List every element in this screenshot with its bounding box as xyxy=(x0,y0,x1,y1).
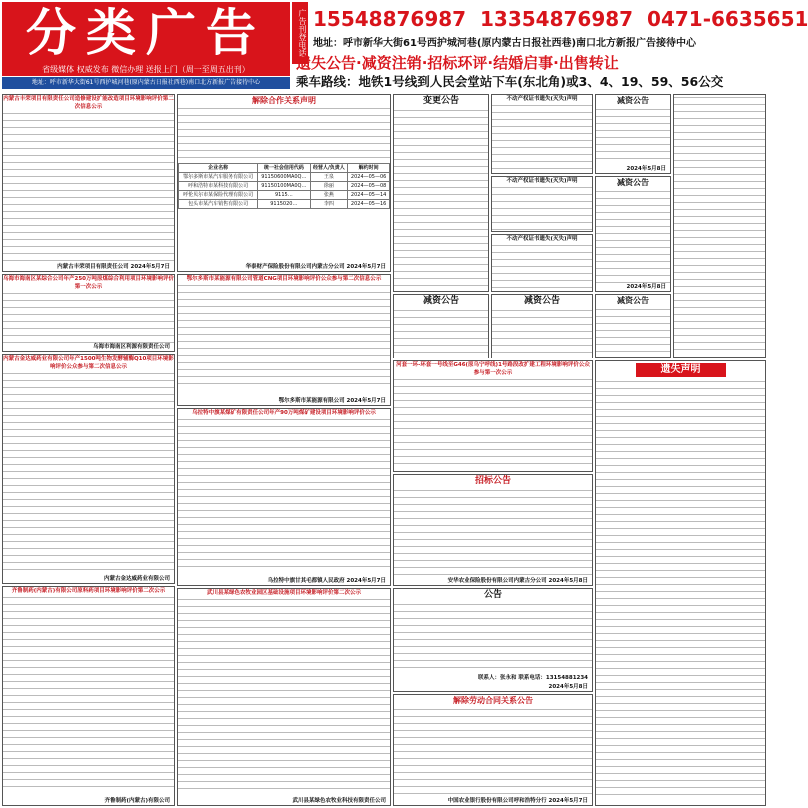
notice-block xyxy=(673,94,766,358)
notice-title: 不动产权证书遗失(灭失)声明 xyxy=(506,178,578,184)
phone-2: 13354876987 xyxy=(480,7,634,31)
termination-table xyxy=(178,163,390,209)
notice-body xyxy=(596,107,670,165)
notice-body xyxy=(3,595,174,789)
notice-block xyxy=(491,234,593,292)
notice-body xyxy=(3,291,174,345)
hotline-tag: 广告刊登电话 xyxy=(292,2,308,64)
notice-title: 招标公告 xyxy=(474,476,511,486)
notice-title: 内蒙古金达威药业有限公司年产1500吨生物发酵辅酶Q10项目环境影响评价公众参与第二次信息公示 xyxy=(3,356,174,370)
lost-notices-title: 遗失声明 xyxy=(636,363,726,377)
notice-signer: 齐鲁制药(内蒙古)有限公司 xyxy=(104,798,170,804)
phone-line xyxy=(313,4,808,34)
notice-block xyxy=(177,408,391,586)
masthead xyxy=(0,0,808,92)
notice-block xyxy=(595,176,671,292)
table-row: 呼和浩特市某科技有限公司 91150100MA0Q… 徐丽 2024—05—08 xyxy=(179,182,390,191)
notice-body xyxy=(394,602,592,670)
notice-signer: 武川县某绿色农牧业科技有限责任公司 xyxy=(292,798,386,804)
masthead-title: 分类广告 xyxy=(2,2,290,64)
notice-signer: 乌拉特中旗甘其毛都镇人民政府 2024年5月7日 xyxy=(267,578,386,584)
notice-block xyxy=(393,694,593,806)
notice-date: 2024年5月8日 xyxy=(626,166,666,172)
notice-body xyxy=(3,111,174,263)
notice-body xyxy=(178,597,390,789)
notice-body xyxy=(394,707,592,795)
notice-block xyxy=(2,354,175,584)
notice-body xyxy=(492,103,592,173)
notice-body xyxy=(3,371,174,575)
notice-title: 不动产权证书遗失(灭失)声明 xyxy=(506,236,578,242)
notice-body xyxy=(178,283,390,389)
notice-body xyxy=(394,308,488,358)
phone-3: 0471-6635651 xyxy=(647,7,808,31)
notice-body xyxy=(596,307,670,357)
notice-title: 齐鲁制药(内蒙古)有限公司原料药项目环境影响评价第二次公示 xyxy=(11,588,166,594)
notice-signer: 安华农业保险股份有限公司内蒙古分公司 2024年5月8日 xyxy=(447,578,588,584)
notice-signer: 中国农业银行股份有限公司呼和浩特分行 2024年5月7日 xyxy=(447,798,588,804)
notice-title: 武川县某绿色农牧业园区基础设施项目环境影响评价第二次公示 xyxy=(206,590,361,596)
address-line: 地址：呼市新华大街61号西护城河巷(原内蒙古日报社西巷)南口北方新报广告接待中心 xyxy=(313,38,697,49)
notice-body xyxy=(596,189,670,283)
notice-title: 乌拉特中旗某煤矿有限责任公司年产90万吨煤矿建设项目环境影响评价公示 xyxy=(192,410,376,416)
notice-title: 鄂尔多斯市某能源有限公司管道CNG项目环境影响评价公众参与第二次信息公示 xyxy=(186,276,382,282)
notice-title: 河套一环-环套一号线至G46(原乌宁呼线)1号路段改扩建工程环境影响评价公众参与第一次公示 xyxy=(396,362,590,376)
notice-title: 内蒙古丰荣项目有限责任公司造修建设扩能改造项目环境影响评价第二次信息公示 xyxy=(3,96,174,110)
masthead-subband: 地址：呼市新华大街61号西护城河巷(原内蒙古日报社西巷)南口北方新报广告接待中心 xyxy=(2,77,290,89)
notice-signer: 乌海市海南区利源有限责任公司 xyxy=(92,344,170,350)
notice-block xyxy=(491,94,593,174)
notice-block xyxy=(491,294,593,358)
table-header: 经营人/负责人 xyxy=(310,164,348,173)
notice-title: 减资公告 xyxy=(617,96,649,105)
notice-block xyxy=(393,360,593,472)
notice-body xyxy=(178,417,390,569)
table-row: 鄂尔多斯市某汽车服务有限公司 91150600MA0Q… 王泉 2024—05—06 xyxy=(179,173,390,182)
notice-body xyxy=(492,308,592,358)
notice-body xyxy=(492,185,592,231)
notice-title: 解除劳动合同关系公告 xyxy=(453,696,533,705)
table-header: 统一社会信用代码 xyxy=(258,164,310,173)
notice-block xyxy=(177,274,391,406)
lost-notices-body xyxy=(596,379,765,801)
table-header: 企业名称 xyxy=(179,164,258,173)
notice-block xyxy=(491,176,593,232)
masthead-tagline: 省级媒体 权威发布 微信办理 送报上门（周一至周五出刊） xyxy=(2,64,290,76)
notice-block xyxy=(595,94,671,174)
notice-body xyxy=(394,108,488,290)
notice-title: 解除合作关系声明 xyxy=(252,96,316,105)
notice-block xyxy=(393,294,489,358)
bus-route-line: 乘车路线：地铁1号线到人民会堂站下车(东北角)或3、4、19、59、56公交 xyxy=(296,74,724,89)
slogan-line: 遗失公告·减资注销·招标环评·结婚启事·出售转让 xyxy=(296,54,619,72)
notice-title: 减资公告 xyxy=(422,296,459,306)
notice-signer: 内蒙古金达威药业有限公司 xyxy=(103,576,170,582)
notice-block xyxy=(2,94,175,272)
notice-signer: 内蒙古丰荣项目有限责任公司 2024年5月7日 xyxy=(57,264,170,270)
notice-body xyxy=(492,243,592,291)
table-row: 呼伦贝尔市某保险代理有限公司 9115… 张燕 2024—05—14 xyxy=(179,191,390,200)
notice-signer: 华泰财产保险股份有限公司内蒙古分公司 2024年5月7日 xyxy=(245,264,386,270)
notice-date: 2024年5月8日 xyxy=(626,284,666,290)
notice-block xyxy=(2,586,175,806)
notice-title: 不动产权证书遗失(灭失)声明 xyxy=(506,96,578,102)
notice-title: 减资公告 xyxy=(617,296,649,305)
notice-title: 减资公告 xyxy=(617,178,649,187)
notice-block xyxy=(393,588,593,692)
notice-signer: 联系人：张永和 联系电话：13154881234 xyxy=(477,675,588,681)
table-row: 包头市某汽车销售有限公司 9115020… 李四 2024—05—16 xyxy=(179,200,390,209)
notice-block xyxy=(393,474,593,586)
notice-block xyxy=(177,94,391,272)
notice-body xyxy=(394,488,592,576)
notice-body xyxy=(178,106,390,163)
notice-date: 2024年5月8日 xyxy=(548,684,588,690)
table-header: 解约时间 xyxy=(348,164,390,173)
notice-title: 乌海市海南区某综合公司年产250万吨原煤综合利用项目环境影响评价第一次公示 xyxy=(3,276,174,290)
notice-title: 减资公告 xyxy=(523,296,560,306)
notice-body xyxy=(674,95,765,355)
notice-body xyxy=(394,377,592,469)
notice-signer: 鄂尔多斯市某能源有限公司 2024年5月7日 xyxy=(278,398,386,404)
notice-title: 公告 xyxy=(483,590,502,600)
notice-block xyxy=(177,588,391,806)
notice-block xyxy=(393,94,489,292)
notice-title: 变更公告 xyxy=(422,96,459,106)
notice-block xyxy=(595,294,671,358)
lost-notices-block xyxy=(595,360,766,806)
phone-1: 15548876987 xyxy=(313,7,467,31)
notice-block xyxy=(2,274,175,352)
